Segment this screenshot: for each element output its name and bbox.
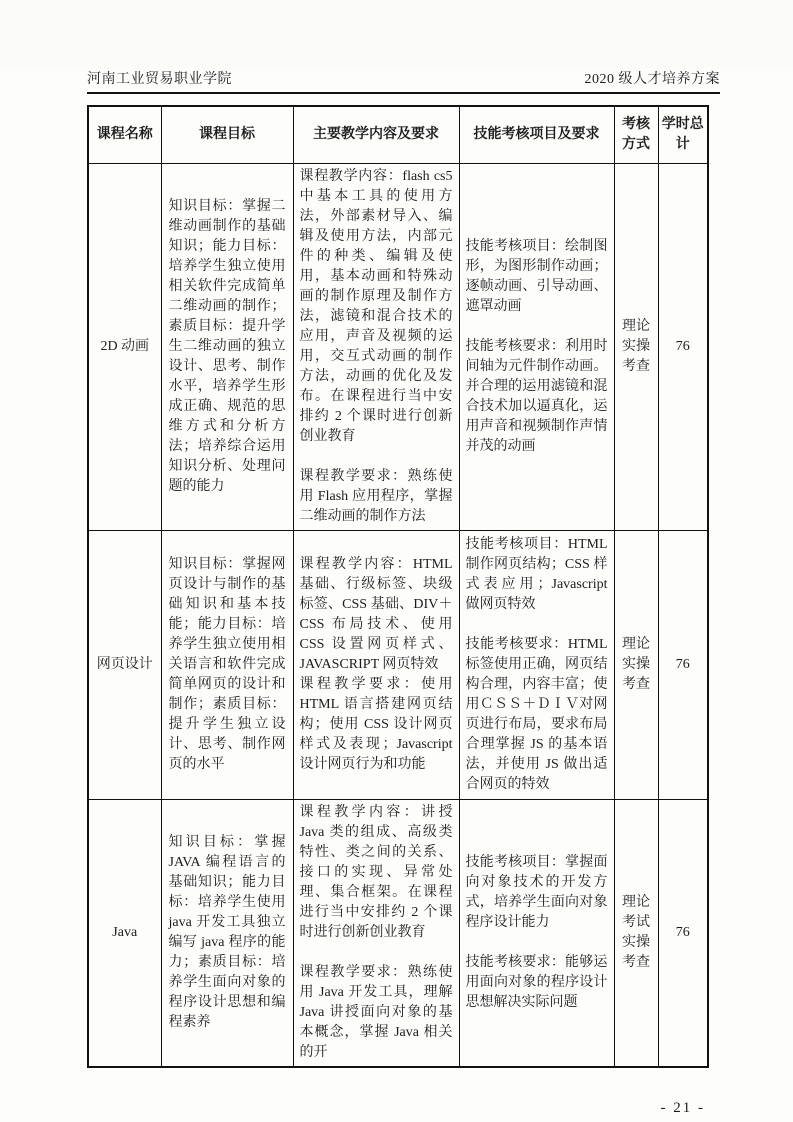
method-line: 实操 [622,934,650,950]
header-course-objectives: 课程目标 [161,106,293,163]
table-row [88,163,708,530]
course-plan-table [87,105,709,1068]
header-teaching-content: 主要教学内容及要求 [293,106,459,163]
header-school-name: 河南工业贸易职业学院 [87,72,232,87]
table-row [88,530,708,799]
skill-assessment [459,530,614,799]
table-row [88,799,708,1067]
header-skill-assessment: 技能考核项目及要求 [459,106,614,163]
course-objectives: 知识目标：掌握二维动画制作的基础知识；能力目标：培养学生独立使用相关软件完成简单二维动画的制作；素质目标：提升学生二维动画的独立设计、思考、制作水平，培养学生形成正确、规范的思维方式和分析方法；培养综合运用知识分析、处理问题的能力 [161,163,293,530]
teaching-content-paragraph: 课程教学内容：讲授 Java 类的组成、高级类特性、类之间的关系、接口的实现、异常处理、集合框架。在课程进行当中安排约 2 个课时进行创新创业教育 [299,804,453,940]
total-hours: 76 [658,530,708,799]
total-hours: 76 [658,799,708,1067]
method-line: 理论 [622,894,650,910]
page-header [87,68,720,94]
method-line: 考查 [622,676,650,692]
page-number: - 21 - [660,1100,705,1116]
assessment-method [614,799,658,1067]
assessment-method [614,530,658,799]
teaching-requirement-paragraph: 课程教学要求：熟练使用 Flash 应用程序，掌握二维动画的制作方法 [299,468,453,524]
teaching-content [293,163,459,530]
skill-assessment [459,799,614,1067]
teaching-content-paragraph: 课程教学内容：flash cs5 中基本工具的使用方法，外部素材导入、编辑及使用方法，内部元件的种类、编辑及使用，基本动画和特殊动画的制作原理及制作方法，滤镜和混合技术的应用，声音及视频的运用，交互式动画的制作方法，动画的优化及发布。在课程进行当中安排约 2 个课时进行创新创业教育 [299,168,453,444]
header-assessment-method: 考核方式 [614,106,658,163]
total-hours: 76 [658,163,708,530]
course-objectives: 知识目标：掌握 JAVA 编程语言的基础知识；能力目标：培养学生使用 java 开发工具独立编写 java 程序的能力；素质目标：培养学生面向对象的程序设计思想和编程素养 [161,799,293,1067]
assessment-method [614,163,658,530]
table-header-row [88,106,708,163]
header-plan-title: 2020 级人才培养方案 [584,72,720,87]
skill-assessment [459,163,614,530]
teaching-requirement-paragraph: 课程教学要求：使用 HTML 语言搭建网页结构；使用 CSS 设计网页样式及表现；Javascript 设计网页行为和功能 [299,676,453,772]
document-page [0,68,793,1122]
assessment-requirement-paragraph: 技能考核要求：利用时间轴为元件制作动画。并合理的运用滤镜和混合技术加以逼真化，运用声音和视频制作声情并茂的动画 [465,338,608,454]
course-objectives: 知识目标：掌握网页设计与制作的基础知识和基本技能；能力目标：培养学生独立使用相关语言和软件完成简单网页的设计和制作；素质目标：提升学生独立设计、思考、制作网页的水平 [161,530,293,799]
method-line: 考查 [622,358,650,374]
teaching-requirement-paragraph: 课程教学要求：熟练使用 Java 开发工具，理解 Java 讲授面向对象的基本概念，掌握 Java 相关的开 [299,964,453,1060]
assessment-requirement-paragraph: 技能考核要求：HTML 标签使用正确，网页结构合理，内容丰富；使用ＣＳＳ＋ＤＩＶ对网页进行布局，要求布局合理掌握 JS 的基本语法，并使用 JS 做出适合网页的特效 [465,636,608,792]
method-line: 考试 [622,914,650,930]
assessment-requirement-paragraph: 技能考核要求：能够运用面向对象的程序设计思想解决实际问题 [465,954,608,1010]
teaching-content [293,530,459,799]
assessment-items-paragraph: 技能考核项目：掌握面向对象技术的开发方式，培养学生面向对象程序设计能力 [465,854,608,930]
course-name: 网页设计 [88,530,161,799]
method-line: 理论 [622,636,650,652]
method-line: 实操 [622,338,650,354]
course-name: Java [88,799,161,1067]
header-course-name: 课程名称 [88,106,161,163]
teaching-content-paragraph: 课程教学内容：HTML 基础、行级标签、块级标签、CSS 基础、DIV＋CSS 布局技术、使用 CSS 设置网页样式、JAVASCRIPT 网页特效 [299,556,453,672]
assessment-items-paragraph: 技能考核项目：绘制图形，为图形制作动画；逐帧动画、引导动画、遮罩动画 [465,238,608,314]
course-name: 2D 动画 [88,163,161,530]
assessment-items-paragraph: 技能考核项目：HTML 制作网页结构；CSS 样式表应用；Javascript 做网页特效 [465,536,608,612]
teaching-content [293,799,459,1067]
method-line: 理论 [622,318,650,334]
method-line: 考查 [622,954,650,970]
method-line: 实操 [622,656,650,672]
header-total-hours: 学时总计 [658,106,708,163]
